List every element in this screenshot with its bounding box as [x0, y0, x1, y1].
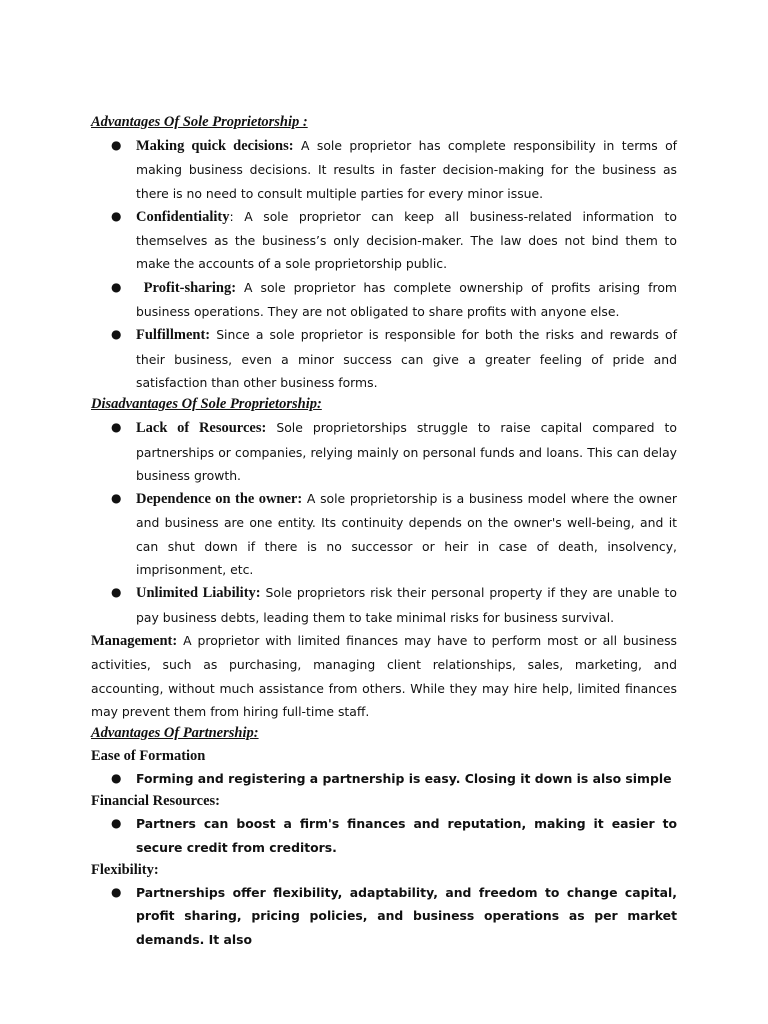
bullet-icon: ● [111, 420, 122, 435]
list-item [91, 812, 677, 859]
list-item [91, 205, 677, 276]
item-text: Partnerships offer flexibility, adaptability, and freedom to change capital, profit sharing, pricing policies, and business operations as per market demands. It also [136, 885, 677, 947]
list-flexibility [91, 881, 677, 951]
bullet-icon: ● [111, 771, 122, 786]
item-text: Sole proprietorships struggle to raise capital compared to partnerships or companies, relying mainly on personal funds and loans. This can delay business growth. [136, 420, 677, 483]
item-term: Making quick decisions: [136, 138, 294, 154]
item-text: Since a sole proprietor is responsible for both the risks and rewards of their business, even a minor success can give a greater feeling of pride and satisfaction than other business forms. [136, 327, 677, 390]
bullet-icon: ● [111, 491, 122, 506]
subhead-ease-of-formation: Ease of Formation [91, 748, 206, 765]
item-term: Unlimited Liability: [136, 585, 261, 602]
bullet-icon: ● [111, 208, 122, 223]
item-text: Forming and registering a partnership is easy. Closing it down is also simple [136, 771, 672, 787]
bullet-icon: ● [111, 885, 122, 900]
item-term: Fulfillment: [136, 327, 211, 344]
item-term: Confidentiality [136, 208, 230, 225]
list-item [91, 487, 677, 581]
item-term: Profit-sharing: [136, 279, 237, 296]
management-text: A proprietor with limited finances may have to perform most or all business activities, such as purchasing, managing client relationships, sales, marketing, and accounting, without much assistance from others. While they may hire help, limited finances may prevent them from hiring full-time staff. [91, 632, 677, 719]
item-text: A sole proprietor has complete ownership of profits arising from business operations. They are not obligated to share profits with anyone else. [136, 279, 677, 320]
management-term: Management: [91, 632, 178, 649]
list-item [91, 767, 677, 790]
bullet-icon: ● [111, 816, 122, 831]
bullet-icon: ● [111, 327, 122, 342]
list-sole-disadvantages [91, 416, 677, 629]
bullet-icon: ● [111, 279, 122, 294]
list-item [91, 323, 677, 394]
heading-sole-disadvantages: Disadvantages Of Sole Proprietorship: [91, 396, 322, 413]
heading-sole-advantages: Advantages Of Sole Proprietorship : [91, 114, 308, 130]
list-item [91, 134, 677, 205]
list-item [91, 276, 677, 324]
list-ease-of-formation [91, 767, 677, 790]
item-text: : A sole proprietor can keep all business-related information to themselves as the business’s only decision-maker. The law does not bind them to make the accounts of a sole proprietorship public. [136, 208, 677, 272]
item-text: Sole proprietors risk their personal property if they are unable to pay business debts, leading them to take minimal risks for business survival. [136, 585, 677, 625]
item-text: A sole proprietor has complete responsibility in terms of making business decisions. It results in faster decision-making for the business as there is no need to consult multiple parties for every minor issue. [136, 138, 678, 201]
subhead-financial-resources: Financial Resources: [91, 793, 221, 810]
item-text: A sole proprietorship is a business model where the owner and business are one entity. Its continuity depends on the owner's well-being, and it can shut down if there is no successor or heir in case of death, insolvency, imprisonment, etc. [136, 491, 677, 578]
bullet-icon: ● [111, 585, 122, 600]
list-sole-advantages [91, 134, 677, 394]
bullet-icon: ● [111, 138, 122, 152]
item-term: Dependence on the owner: [136, 491, 303, 508]
list-item [91, 581, 677, 629]
subhead-flexibility: Flexibility: [91, 862, 159, 879]
item-term: Lack of Resources: [136, 420, 267, 437]
item-text: Partners can boost a firm's finances and reputation, making it easier to secure credit from creditors. [136, 816, 677, 855]
management-paragraph [91, 629, 677, 723]
list-item [91, 881, 677, 951]
heading-partnership-advantages: Advantages Of Partnership: [91, 725, 259, 742]
list-financial-resources [91, 812, 677, 859]
list-item [91, 416, 677, 487]
